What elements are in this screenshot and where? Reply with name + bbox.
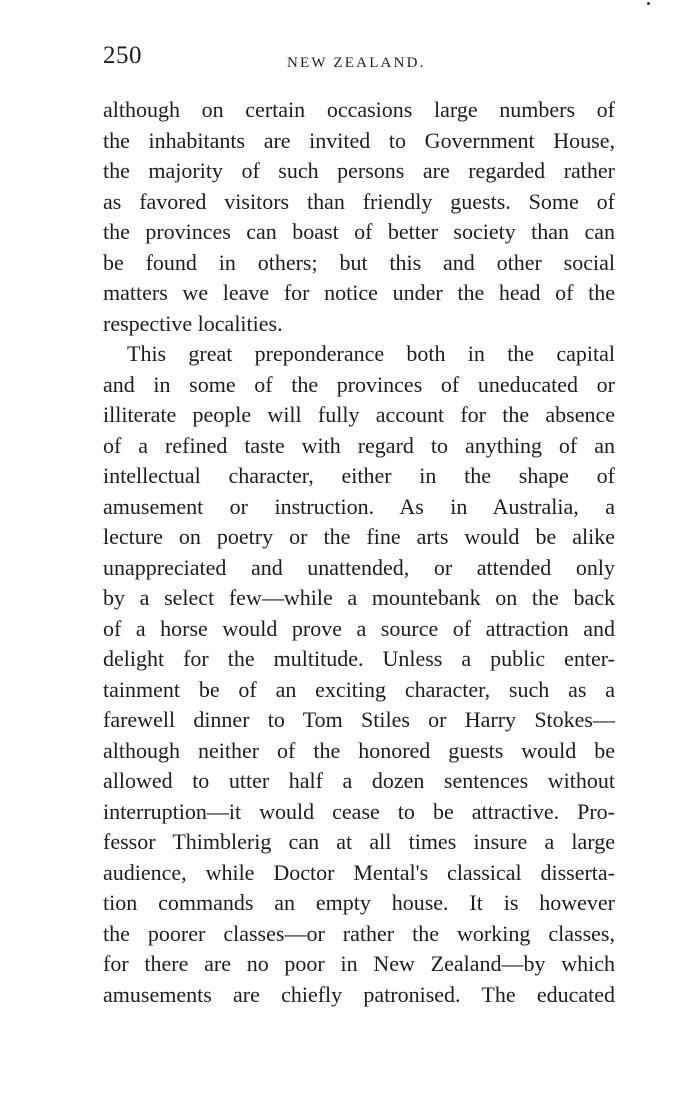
text-line: intellectual character, either in the shape of [103,463,615,488]
page-number: 250 [103,42,142,69]
text-line: the majority of such persons are regarded rather [103,158,615,183]
text-line: allowed to utter half a dozen sentences without [103,768,615,793]
text-line: be found in others; but this and other social [103,249,615,275]
text-line: amusements are chiefly patronised. The educated [103,981,615,1007]
body-text [103,95,615,1010]
text-line: although on certain occasions large numbers of [103,97,615,122]
text-line: matters we leave for notice under the head of the [103,280,615,305]
text-line: the inhabitants are invited to Government House, [103,127,615,153]
text-line: as favored visitors than friendly guests. Some of [103,188,615,214]
text-line: tion commands an empty house. It is however [103,890,615,915]
text-line: illiterate people will fully account for the absence [103,402,615,427]
text-line: audience, while Doctor Mental's classical disserta- [103,859,615,885]
text-line: lecture on poetry or the fine arts would be alike [103,524,615,549]
text-line: the provinces can boast of better society than can [103,219,615,244]
text-line: fessor Thimblerig can at all times insure a large [103,829,615,854]
ink-speck [647,2,650,5]
text-line: and in some of the provinces of uneducated or [103,371,615,397]
text-line: tainment be of an exciting character, such as a [103,676,615,702]
text-line: amusement or instruction. As in Australia, a [103,493,615,519]
text-line: respective localities. [103,310,283,336]
text-line: unappreciated and unattended, or attended only [103,554,615,580]
text-line: by a select few—while a mountebank on the back [103,585,615,610]
running-title: NEW ZEALAND. [287,55,426,71]
text-line: This great preponderance both in the capital [127,341,615,366]
text-line: farewell dinner to Tom Stiles or Harry Stokes— [103,707,615,732]
text-line: for there are no poor in New Zealand—by which [103,951,615,976]
text-line: of a horse would prove a source of attraction and [103,615,615,641]
text-line: delight for the multitude. Unless a public enter- [103,646,615,671]
text-line: interruption—it would cease to be attractive. Pro- [103,798,615,824]
text-line: of a refined taste with regard to anything of an [103,432,615,458]
page-header [103,42,615,76]
text-line: although neither of the honored guests would be [103,737,615,763]
text-line: the poorer classes—or rather the working classes, [103,920,615,946]
